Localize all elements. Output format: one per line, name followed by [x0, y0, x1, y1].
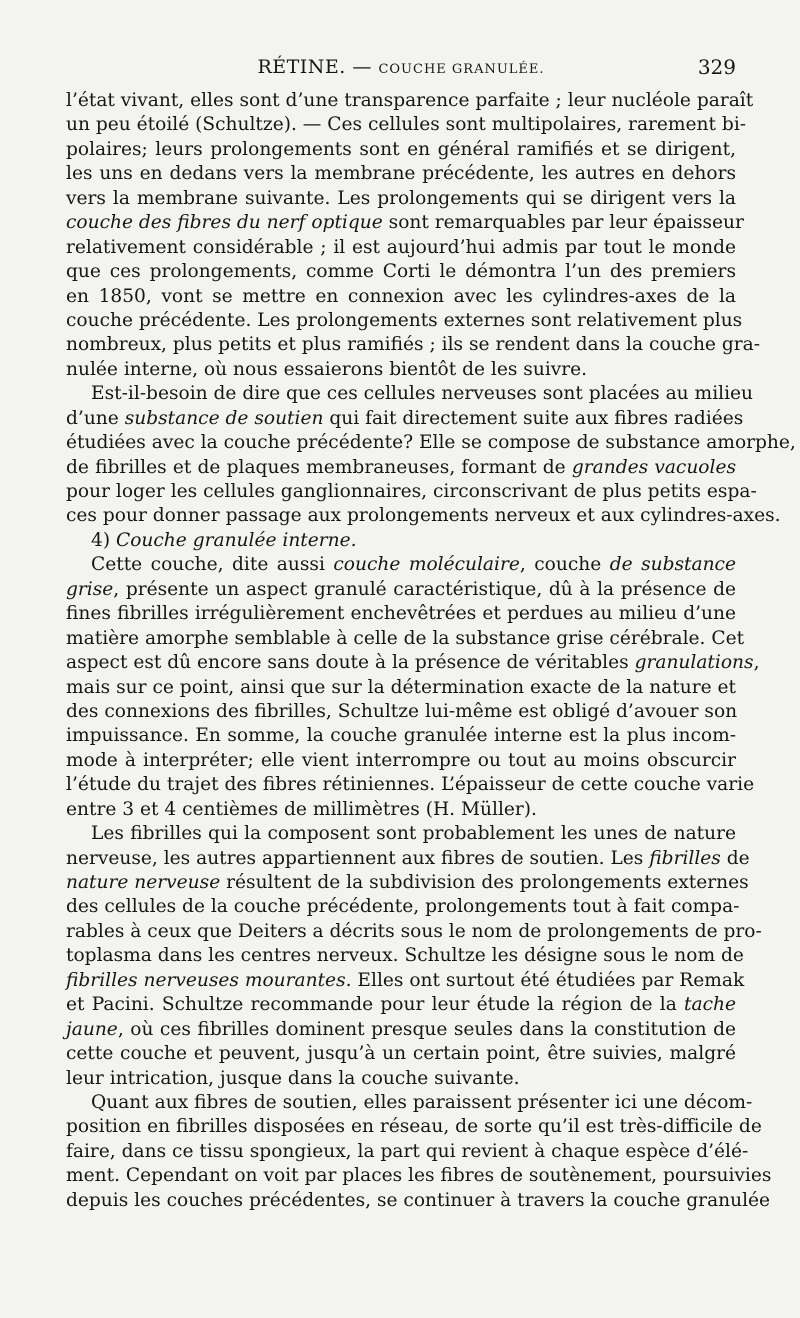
- text-line: [66, 724, 736, 748]
- text-segment: , couche: [519, 554, 610, 576]
- text-line: [66, 333, 760, 357]
- text-segment: toplasma dans les centres nerveux. Schultze les désigne sous le nom de: [66, 945, 744, 967]
- text-line: [66, 187, 736, 211]
- text-segment: de fibrilles et de plaques membraneuses, formant de: [66, 456, 572, 478]
- text-segment: sont remarquables par leur épaisseur: [382, 212, 744, 234]
- text-line: [66, 602, 736, 626]
- text-line: [66, 529, 736, 553]
- text-segment: ,: [753, 652, 760, 674]
- italic-term: fibrilles nerveuses mourantes: [66, 969, 346, 991]
- text-segment: Cette couche, dite aussi: [91, 554, 334, 576]
- running-title-sub: COUCHE GRANULÉE.: [378, 62, 545, 77]
- text-segment: aspect est dû encore sans doute à la présence de véritables: [66, 652, 635, 674]
- italic-term: Couche granulée interne.: [116, 529, 357, 551]
- text-segment: depuis les couches précédentes, se continuer à travers la couche granulée: [66, 1189, 771, 1211]
- text-line: [66, 89, 754, 113]
- text-line: [66, 700, 736, 724]
- text-line: [66, 309, 743, 333]
- running-title-dash: —: [345, 56, 379, 78]
- running-header: [66, 56, 736, 84]
- text-segment: l’état vivant, elles sont d’une transparence parfaite ; leur nucléole paraît: [66, 90, 754, 111]
- text-segment: en 1850, vont se mettre en connexion avec les cylindres-axes de la: [66, 285, 736, 307]
- text-segment: impuissance. En somme, la couche granulée interne est la plus incom-: [66, 725, 736, 747]
- text-line: [66, 407, 744, 431]
- text-segment: l’étude du trajet des fibres rétiniennes. L’épaisseur de cette couche varie: [66, 774, 755, 796]
- text-segment: résultent de la subdivision des prolongements externes: [220, 872, 749, 893]
- text-segment: nulée interne, où nous essaierons bientôt de les suivre.: [66, 358, 588, 380]
- text-line: [66, 969, 745, 993]
- text-segment: Les fibrilles qui la composent sont probablement les unes de nature: [91, 823, 736, 845]
- text-line: [66, 993, 736, 1017]
- page-number: 329: [697, 55, 736, 79]
- text-line: [66, 944, 744, 968]
- text-segment: matière amorphe semblable à celle de la substance grise cérébrale. Cet: [66, 627, 745, 649]
- text-segment: faire, dans ce tissu spongieux, la part qui revient à chaque espèce d’élé-: [66, 1140, 749, 1162]
- italic-term: couche moléculaire: [333, 554, 520, 576]
- text-line: [66, 1018, 736, 1042]
- text-segment: rables à ceux que Deiters a décrits sous le nom de prolongements de pro-: [66, 920, 762, 942]
- text-line: [66, 236, 736, 260]
- text-line: [66, 651, 760, 675]
- text-line: [66, 871, 749, 895]
- italic-term: substance de soutien: [124, 407, 324, 429]
- text-line: [66, 920, 762, 944]
- text-line: [66, 895, 740, 919]
- text-line: [66, 162, 736, 186]
- text-line: [66, 847, 750, 871]
- text-segment: qui fait directement suite aux fibres radiées: [323, 407, 744, 429]
- text-line: [66, 480, 757, 504]
- text-line: [66, 285, 736, 309]
- text-line: [66, 113, 747, 137]
- text-line: [66, 578, 736, 602]
- text-segment: polaires; leurs prolongements sont en général ramifiés et se dirigent,: [66, 138, 736, 160]
- text-segment: Quant aux fibres de soutien, elles paraissent présenter ici une décom-: [91, 1091, 753, 1113]
- text-segment: , où ces fibrilles dominent presque seules dans la constitution de: [117, 1018, 736, 1040]
- text-line: [66, 456, 736, 480]
- text-line: [66, 138, 736, 162]
- text-segment: couche précédente. Les prolongements externes sont relativement plus: [66, 309, 743, 331]
- text-line: [66, 358, 736, 382]
- text-segment: et Pacini. Schultze recommande pour leur étude la région de la: [66, 994, 685, 1016]
- text-line: [66, 773, 755, 797]
- text-segment: position en fibrilles disposées en réseau, de sorte qu’il est très-difficile de: [66, 1116, 762, 1138]
- text-segment: , présente un aspect granulé caractéristique, dû à la présence de: [113, 578, 736, 600]
- running-title-main: RÉTINE.: [257, 56, 346, 78]
- text-segment: . Elles ont surtout été étudiées par Remak: [345, 969, 745, 991]
- text-line: [66, 382, 754, 406]
- text-segment: des connexions des fibrilles, Schultze lui-même est obligé d’avouer son: [66, 700, 738, 722]
- text-line: [66, 1042, 736, 1066]
- text-segment: ces pour donner passage aux prolongements nerveux et aux cylindres-axes.: [66, 505, 781, 527]
- text-segment: un peu étoilé (Schultze). — Ces cellules sont multipolaires, rarement bi-: [66, 114, 747, 136]
- text-segment: mode à interpréter; elle vient interrompre ou tout au moins obscurcir: [66, 749, 736, 771]
- text-line: [66, 1115, 762, 1139]
- italic-term: de substance: [609, 554, 736, 576]
- text-line: [66, 798, 736, 822]
- text-line: [66, 431, 796, 455]
- text-segment: d’une: [66, 407, 125, 429]
- text-segment: de: [720, 847, 750, 869]
- text-line: [66, 749, 736, 773]
- text-line: [66, 1164, 772, 1188]
- italic-term: fibrilles: [649, 847, 721, 869]
- text-segment: pour loger les cellules ganglionnaires, circonscrivant de plus petits espa-: [66, 481, 757, 502]
- italic-term: nature nerveuse: [66, 872, 221, 893]
- text-segment: ment. Cependant on voit par places les fibres de soutènement, poursuivies: [66, 1165, 772, 1187]
- text-segment: Est-il-besoin de dire que ces cellules nerveuses sont placées au milieu: [91, 383, 754, 405]
- text-line: [66, 627, 745, 651]
- text-line: [66, 1140, 749, 1164]
- text-segment: fines fibrilles irrégulièrement enchevêtrées et perdues au milieu d’une: [66, 603, 736, 625]
- text-line: [66, 504, 781, 528]
- text-segment: que ces prolongements, comme Corti le démontra l’un des premiers: [66, 261, 736, 283]
- text-segment: nerveuse, les autres appartiennent aux fibres de soutien. Les: [66, 847, 650, 869]
- italic-term: granulations: [634, 652, 754, 674]
- italic-term: jaune: [66, 1018, 118, 1040]
- text-line: [66, 676, 736, 700]
- text-segment: nombreux, plus petits et plus ramifiés ; ils se rendent dans la couche gra-: [66, 334, 760, 356]
- body-text: [66, 89, 796, 1213]
- text-line: [66, 1067, 736, 1091]
- text-line: [66, 260, 736, 284]
- text-segment: mais sur ce point, ainsi que sur la détermination exacte de la nature et: [66, 676, 736, 698]
- text-segment: étudiées avec la couche précédente? Elle se compose de substance amorphe,: [66, 432, 796, 454]
- text-segment: 4): [91, 529, 116, 551]
- text-segment: leur intrication, jusque dans la couche suivante.: [66, 1067, 520, 1089]
- text-line: [66, 553, 736, 577]
- text-segment: entre 3 et 4 centièmes de millimètres (H. Müller).: [66, 798, 537, 820]
- text-line: [66, 211, 744, 235]
- italic-term: grandes vacuoles: [571, 456, 736, 478]
- text-segment: les uns en dedans vers la membrane précédente, les autres en dehors: [66, 163, 736, 185]
- italic-term: grise: [66, 578, 114, 600]
- text-segment: des cellules de la couche précédente, prolongements tout à fait compa-: [66, 896, 740, 918]
- text-line: [66, 1189, 771, 1213]
- text-segment: relativement considérable ; il est aujourd’hui admis par tout le monde: [66, 236, 736, 258]
- text-segment: vers la membrane suivante. Les prolongements qui se dirigent vers la: [66, 187, 736, 209]
- italic-term: tache: [684, 994, 736, 1016]
- running-title: [66, 56, 736, 78]
- text-line: [66, 1091, 753, 1115]
- italic-term: couche des fibres du nerf optique: [66, 212, 383, 234]
- text-segment: cette couche et peuvent, jusqu’à un certain point, être suivies, malgré: [66, 1043, 736, 1065]
- text-line: [66, 822, 736, 846]
